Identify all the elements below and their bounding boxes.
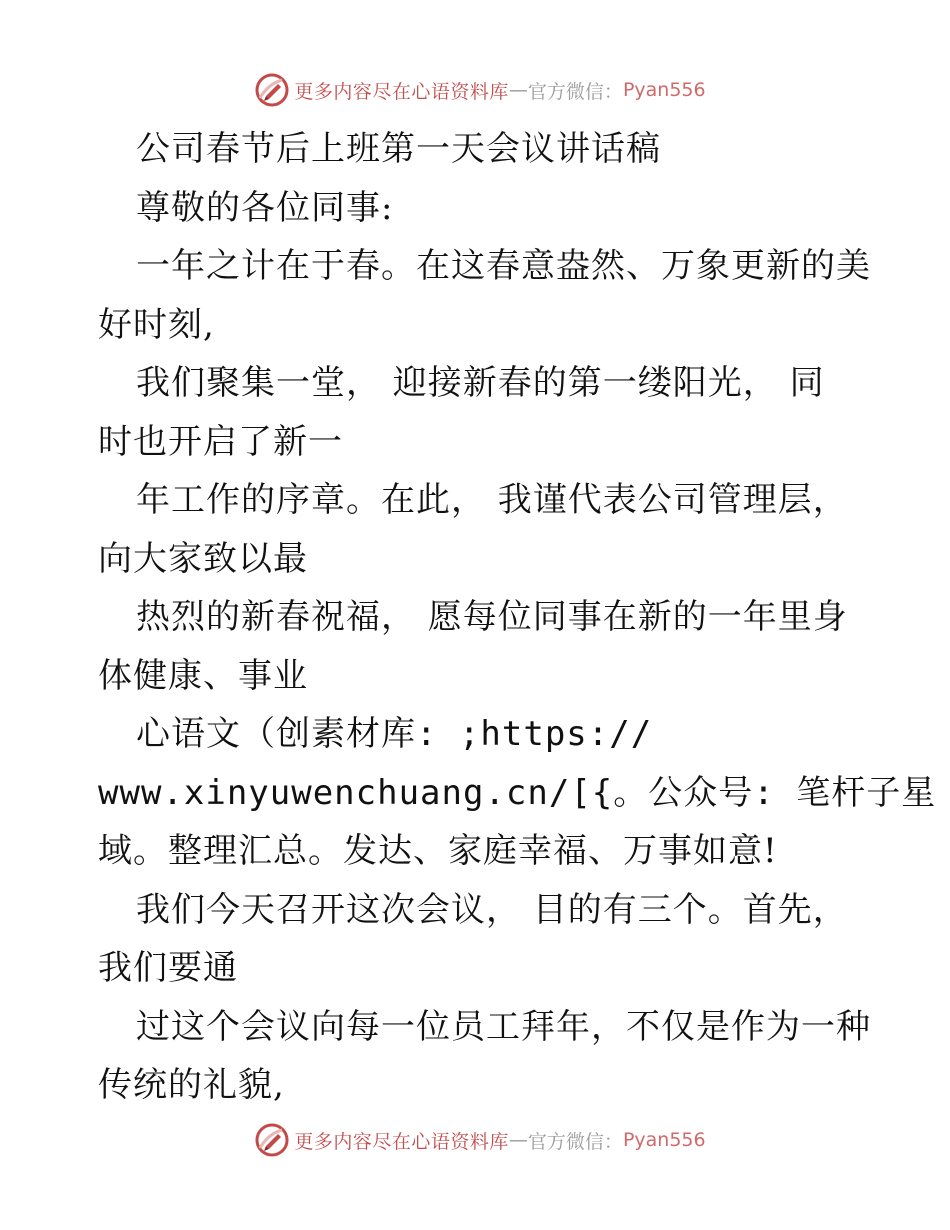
- watermark-text: 更多内容尽在心语资料库: [294, 80, 509, 103]
- watermark-separator: —: [508, 79, 528, 101]
- watermark-group: [254, 70, 705, 110]
- header-watermark: [0, 70, 950, 110]
- text-line: 年工作的序章。在此， 我谨代表公司管理层，: [136, 480, 848, 520]
- text-line: 过这个会议向每一位员工拜年，不仅是作为一种: [136, 1006, 871, 1047]
- text-line: 热烈的新春祝福， 愿每位同事在新的一年里身: [136, 597, 848, 637]
- pen-logo-icon: [254, 72, 290, 108]
- pen-logo-icon: [254, 1122, 290, 1158]
- watermark-label: 官方微信：: [527, 80, 623, 103]
- footer-watermark: [0, 1120, 950, 1160]
- text-line: 公司春节后上班第一天会议讲话稿: [136, 129, 661, 169]
- text-line: 传统的礼貌,: [98, 1065, 285, 1105]
- text-line: 我们要通: [98, 948, 238, 988]
- text-line: 我们聚集一堂， 迎接新春的第一缕阳光， 同: [136, 363, 825, 403]
- document-body: [98, 120, 937, 1115]
- text-line: 体健康、事业: [98, 655, 308, 696]
- watermark-label: 官方微信：: [527, 1130, 623, 1153]
- watermark-text: 更多内容尽在心语资料库: [294, 1130, 509, 1153]
- text-line: www.xinyuwenchuang.cn/[{。公众号: 笔杆子星: [98, 772, 937, 813]
- watermark-id: Pyan556: [622, 1129, 706, 1151]
- text-line: 心语文（创素材库: ;https://: [136, 714, 653, 754]
- text-line: 尊敬的各位同事:: [136, 187, 394, 228]
- text-line: 向大家致以最: [98, 538, 308, 579]
- watermark-id: Pyan556: [622, 79, 706, 101]
- text-line: 时也开启了新一: [98, 421, 343, 462]
- watermark-separator: —: [508, 1129, 528, 1151]
- text-line: 好时刻,: [98, 304, 215, 345]
- text-line: 域。整理汇总。发达、家庭幸福、万事如意!: [98, 831, 778, 871]
- watermark-group: [254, 1120, 705, 1160]
- text-line: 一年之计在于春。在这春意盎然、万象更新的美: [136, 246, 871, 286]
- text-line: 我们今天召开这次会议， 目的有三个。首先，: [136, 889, 848, 930]
